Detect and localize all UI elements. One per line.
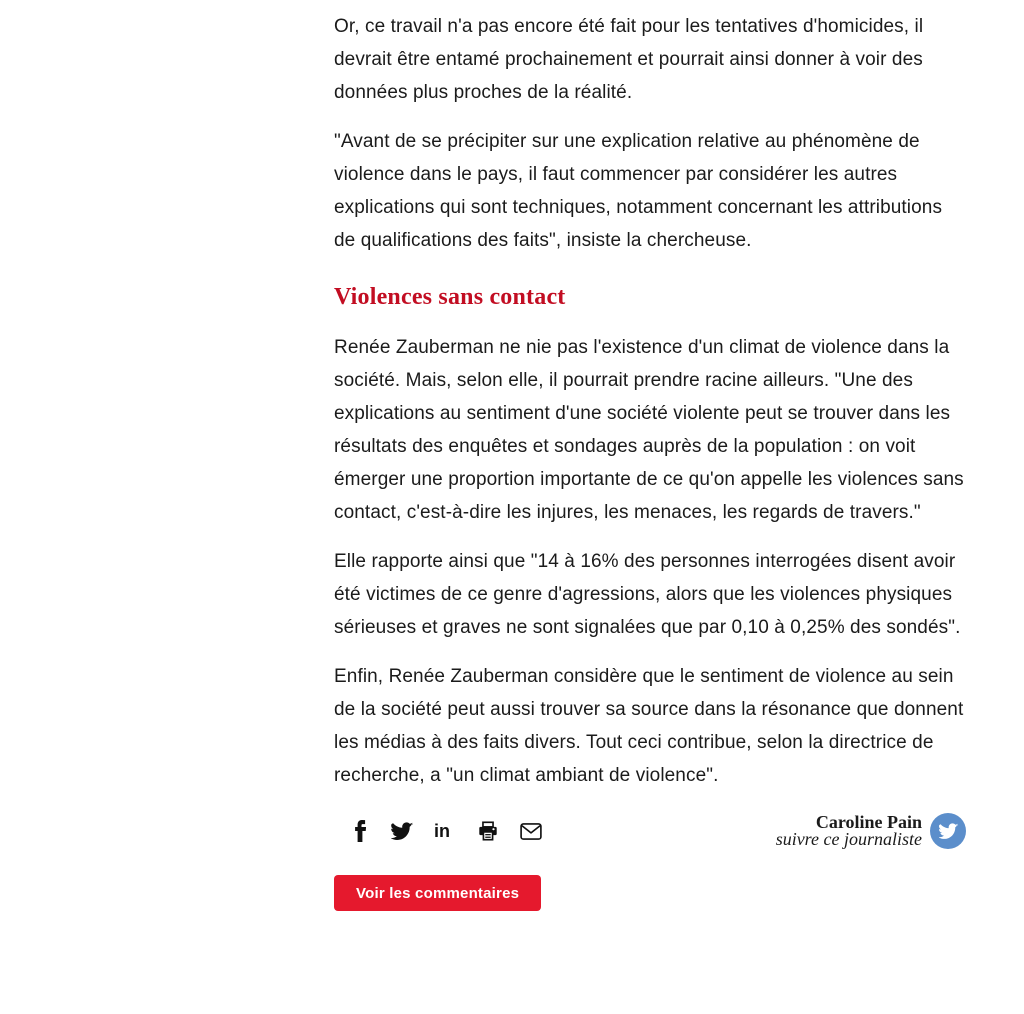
twitter-icon[interactable] bbox=[391, 820, 413, 842]
follow-twitter-badge[interactable] bbox=[930, 813, 966, 849]
share-toolbar bbox=[334, 820, 542, 842]
email-icon[interactable] bbox=[520, 820, 542, 842]
article-paragraph: Renée Zauberman ne nie pas l'existence d'un climat de violence dans la société. Mais, selon elle, il pourrait prendre racine ailleurs. "Une des explications au sentiment d'une société violente peut se trouver dans les résultats des enquêtes et sondages auprès de la population : on voit émerger une proportion importante de ce qu'on appelle les violences sans contact, c'est-à-dire les injures, les menaces, les regards de travers." bbox=[334, 337, 964, 523]
author-info bbox=[776, 814, 922, 848]
article-paragraph: Or, ce travail n'a pas encore été fait pour les tentatives d'homicides, il devrait être entamé prochainement et pourrait ainsi donner à voir des données plus proches de la réalité. bbox=[334, 16, 924, 103]
section-heading: Violences sans contact bbox=[334, 284, 566, 310]
follow-journalist-link[interactable]: suivre ce journaliste bbox=[775, 829, 922, 849]
share-and-byline-row bbox=[334, 813, 966, 849]
article-paragraph: Elle rapporte ainsi que "14 à 16% des personnes interrogées disent avoir été victimes de ce genre d'agressions, alors que les violences physiques sérieuses et graves ne sont signalées que par 0,10 à 0,25% des sondés". bbox=[334, 551, 961, 638]
linkedin-icon[interactable] bbox=[434, 820, 456, 842]
author-byline bbox=[776, 813, 966, 849]
twitter-icon bbox=[939, 823, 958, 839]
article-paragraph: Enfin, Renée Zauberman considère que le sentiment de violence au sein de la société peut aussi trouver sa source dans la résonance que donnent les médias à des faits divers. Tout ceci contribue, selon la directrice de recherche, a "un climat ambiant de violence". bbox=[334, 666, 964, 786]
print-icon[interactable] bbox=[477, 820, 499, 842]
author-name: Caroline Pain bbox=[815, 812, 922, 832]
article-body bbox=[334, 10, 966, 911]
svg-text:in: in bbox=[434, 821, 450, 841]
article-paragraph: "Avant de se précipiter sur une explication relative au phénomène de violence dans le pays, il faut commencer par considérer les autres explications qui sont techniques, notamment concernant les attributions de qualifications des faits", insiste la chercheuse. bbox=[334, 131, 943, 251]
view-comments-button[interactable]: Voir les commentaires bbox=[334, 875, 541, 911]
facebook-icon[interactable] bbox=[348, 820, 370, 842]
